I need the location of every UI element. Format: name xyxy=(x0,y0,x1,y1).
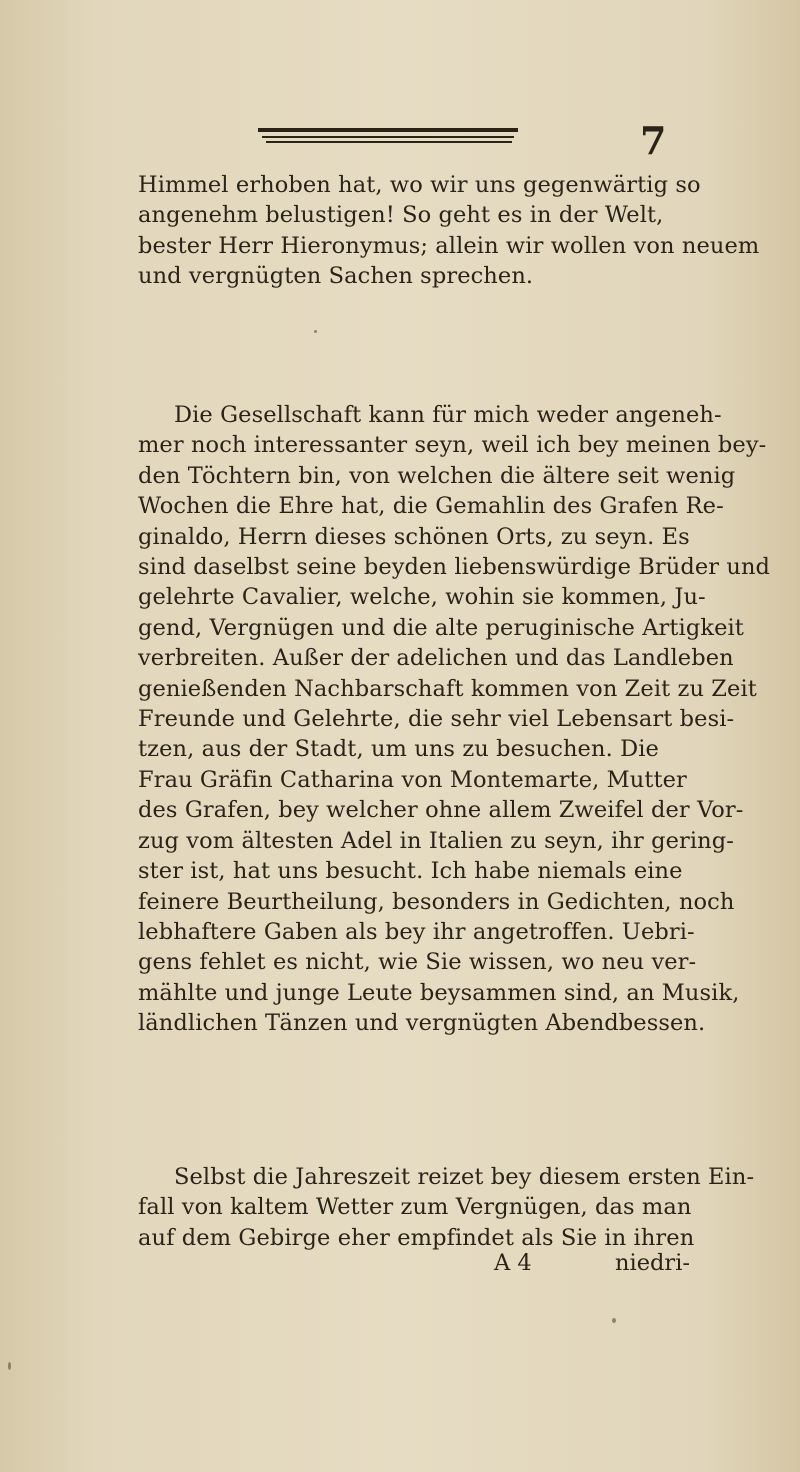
header-rule xyxy=(262,136,514,138)
text-line: des Grafen, bey welcher ohne allem Zweifel der Vor- xyxy=(138,797,744,824)
text-line: mählte und junge Leute beysammen sind, an Musik, xyxy=(138,979,740,1006)
text-line: zug vom ältesten Adel in Italien zu seyn, ihr gering- xyxy=(138,827,734,854)
text-line: ländlichen Tänzen und vergnügten Abendbessen. xyxy=(138,1010,706,1037)
text-line: Die Gesellschaft kann für mich weder angeneh- xyxy=(174,402,722,428)
text-line: sind daselbst seine beyden liebenswürdige Brüder und xyxy=(138,554,771,581)
paragraph xyxy=(138,170,760,292)
text-line: verbreiten. Außer der adelichen und das Landleben xyxy=(138,645,734,672)
text-line: und vergnügten Sachen sprechen. xyxy=(138,263,534,290)
text-line: Freunde und Gelehrte, die sehr viel Lebensart besi- xyxy=(138,706,735,733)
text-line: bester Herr Hieronymus; allein wir wollen von neuem xyxy=(138,232,760,259)
text-line: feinere Beurtheilung, besonders in Gedichten, noch xyxy=(138,888,735,915)
text-line: mer noch interessanter seyn, weil ich bey meinen bey- xyxy=(138,432,767,459)
text-line: Frau Gräfin Catharina von Montemarte, Mutter xyxy=(138,766,687,793)
text-line: ster ist, hat uns besucht. Ich habe niemals eine xyxy=(138,858,683,885)
text-line: gens fehlet es nicht, wie Sie wissen, wo neu ver- xyxy=(138,949,697,976)
text-line: lebhaftere Gaben als bey ihr angetroffen. Uebri- xyxy=(138,918,695,945)
text-line: gend, Vergnügen und die alte peruginische Artigkeit xyxy=(138,614,744,641)
text-line: ginaldo, Herrn dieses schönen Orts, zu seyn. Es xyxy=(138,523,690,550)
catchword: niedri- xyxy=(615,1250,690,1276)
text-line: Selbst die Jahreszeit reizet bey diesem ersten Ein- xyxy=(174,1164,755,1190)
text-line: fall von kaltem Wetter zum Vergnügen, das man xyxy=(138,1194,692,1221)
text-line: tzen, aus der Stadt, um uns zu besuchen. Die xyxy=(138,736,659,763)
paper-speck xyxy=(8,1362,11,1370)
text-line: gelehrte Cavalier, welche, wohin sie kommen, Ju- xyxy=(138,584,706,611)
paper-speck xyxy=(314,330,317,333)
header-rule xyxy=(266,141,512,143)
text-line: den Töchtern bin, von welchen die ältere seit wenig xyxy=(138,462,736,489)
text-line: Wochen die Ehre hat, die Gemahlin des Grafen Re- xyxy=(138,493,724,520)
page-number: 7 xyxy=(640,118,667,163)
header-rule xyxy=(258,128,518,132)
paper-speck xyxy=(612,1318,616,1323)
paragraph xyxy=(138,1162,755,1253)
text-line: Himmel erhoben hat, wo wir uns gegenwärtig so xyxy=(138,172,701,198)
signature-mark: A 4 xyxy=(494,1250,532,1276)
text-line: angenehm belustigen! So geht es in der Welt, xyxy=(138,202,664,229)
paragraph xyxy=(138,400,771,1039)
text-line: genießenden Nachbarschaft kommen von Zeit zu Zeit xyxy=(138,675,757,702)
text-line: auf dem Gebirge eher empfindet als Sie in ihren xyxy=(138,1224,695,1251)
